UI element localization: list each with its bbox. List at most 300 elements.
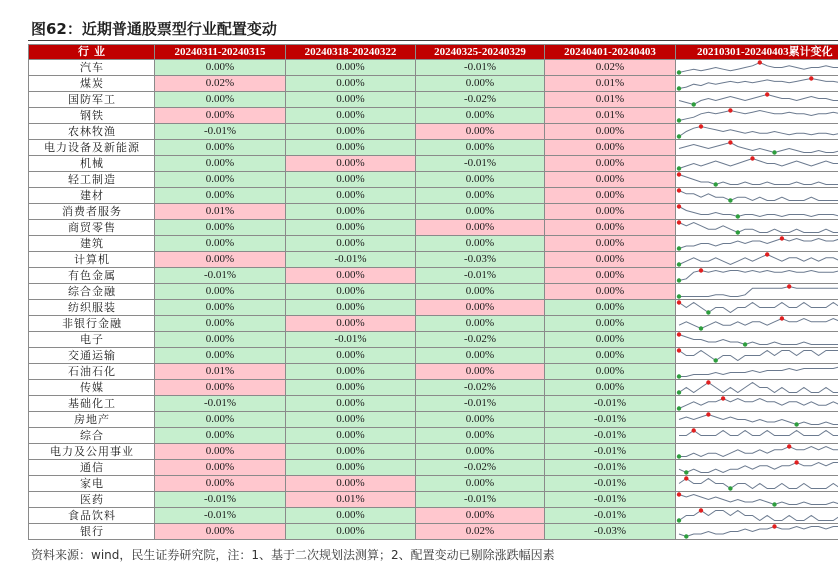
allocation-table [28, 44, 838, 540]
allocation-change-cell: 0.00% [416, 236, 545, 252]
sparkline-line [679, 367, 838, 377]
column-header-week-2: 20240318-20240322 [286, 44, 416, 60]
sparkline-chart [676, 236, 838, 251]
allocation-change-cell: 0.00% [416, 444, 545, 460]
sparkline-max-marker [677, 204, 681, 208]
sparkline-min-marker [692, 102, 696, 106]
sparkline-max-marker [692, 428, 696, 432]
industry-name: 汽车 [28, 60, 155, 76]
allocation-change-cell: 0.00% [286, 156, 416, 172]
cumulative-change-sparkline [676, 108, 838, 124]
allocation-change-cell: 0.00% [416, 76, 545, 92]
allocation-change-cell: 0.00% [286, 524, 416, 540]
allocation-change-cell: -0.01% [545, 492, 676, 508]
sparkline-min-marker [677, 246, 681, 250]
table-row [28, 492, 838, 508]
sparkline-line [679, 239, 838, 249]
sparkline-min-marker [677, 134, 681, 138]
sparkline-chart [676, 300, 838, 315]
industry-name: 计算机 [28, 252, 155, 268]
sparkline-line [679, 191, 838, 201]
allocation-change-cell: 0.00% [155, 476, 286, 492]
allocation-change-cell: -0.01% [416, 60, 545, 76]
sparkline-min-marker [728, 486, 732, 490]
cumulative-change-sparkline [676, 332, 838, 348]
table-row [28, 396, 838, 412]
sparkline-max-marker [699, 124, 703, 128]
allocation-change-cell: 0.00% [155, 156, 286, 172]
sparkline-max-marker [677, 332, 681, 336]
sparkline-min-marker [677, 278, 681, 282]
sparkline-line [679, 223, 838, 233]
allocation-change-cell: 0.00% [416, 300, 545, 316]
sparkline-chart [676, 412, 838, 427]
allocation-change-cell: -0.01% [155, 492, 286, 508]
allocation-change-cell: 0.00% [155, 140, 286, 156]
allocation-change-cell: 0.00% [545, 380, 676, 396]
allocation-change-cell: -0.02% [416, 332, 545, 348]
industry-name: 电力及公用事业 [28, 444, 155, 460]
sparkline-line [679, 527, 838, 537]
allocation-change-cell: 0.00% [416, 316, 545, 332]
allocation-change-cell: 0.00% [545, 252, 676, 268]
sparkline-chart [676, 476, 838, 491]
sparkline-min-marker [677, 294, 681, 298]
allocation-change-cell: 0.00% [286, 76, 416, 92]
allocation-change-cell: 0.00% [545, 172, 676, 188]
sparkline-min-marker [714, 358, 718, 362]
allocation-change-cell: 0.00% [286, 268, 416, 284]
allocation-change-cell: -0.01% [416, 492, 545, 508]
table-row [28, 300, 838, 316]
sparkline-min-marker [684, 470, 688, 474]
allocation-change-cell: 0.00% [155, 252, 286, 268]
sparkline-max-marker [677, 220, 681, 224]
allocation-change-cell: 0.01% [286, 492, 416, 508]
cumulative-change-sparkline [676, 92, 838, 108]
sparkline-max-marker [728, 108, 732, 112]
allocation-change-cell: -0.01% [545, 444, 676, 460]
allocation-change-cell: 0.00% [155, 92, 286, 108]
allocation-change-cell: 0.00% [416, 204, 545, 220]
allocation-change-cell: 0.00% [545, 332, 676, 348]
cumulative-change-sparkline [676, 220, 838, 236]
table-row [28, 60, 838, 76]
allocation-change-cell: 0.00% [545, 140, 676, 156]
cumulative-change-sparkline [676, 412, 838, 428]
cumulative-change-sparkline [676, 444, 838, 460]
table-row [28, 332, 838, 348]
allocation-change-cell: 0.00% [286, 460, 416, 476]
sparkline-max-marker [677, 492, 681, 496]
sparkline-chart [676, 140, 838, 155]
allocation-change-cell: -0.01% [416, 156, 545, 172]
cumulative-change-sparkline [676, 524, 838, 540]
sparkline-max-marker [780, 316, 784, 320]
sparkline-chart [676, 156, 838, 171]
sparkline-min-marker [677, 374, 681, 378]
sparkline-max-marker [765, 92, 769, 96]
industry-name: 石油石化 [28, 364, 155, 380]
cumulative-change-sparkline [676, 236, 838, 252]
sparkline-max-marker [677, 348, 681, 352]
sparkline-chart [676, 332, 838, 347]
sparkline-min-marker [677, 406, 681, 410]
sparkline-line [679, 79, 838, 89]
allocation-change-cell: 0.00% [416, 172, 545, 188]
sparkline-line [679, 447, 838, 457]
allocation-change-cell: -0.02% [416, 92, 545, 108]
table-header-row [28, 44, 838, 60]
allocation-change-cell: 0.00% [545, 348, 676, 364]
industry-name: 轻工制造 [28, 172, 155, 188]
allocation-change-cell: -0.03% [545, 524, 676, 540]
sparkline-min-marker [677, 390, 681, 394]
allocation-change-cell: 0.00% [286, 140, 416, 156]
sparkline-max-marker [677, 188, 681, 192]
sparkline-line [679, 207, 838, 217]
table-row [28, 236, 838, 252]
cumulative-change-sparkline [676, 508, 838, 524]
allocation-change-cell: 0.00% [416, 108, 545, 124]
sparkline-chart [676, 428, 838, 443]
sparkline-chart [676, 124, 838, 139]
sparkline-chart [676, 188, 838, 203]
industry-name: 纺织服装 [28, 300, 155, 316]
cumulative-change-sparkline [676, 188, 838, 204]
table-row [28, 188, 838, 204]
sparkline-line [679, 383, 838, 393]
industry-name: 家电 [28, 476, 155, 492]
sparkline-chart [676, 492, 838, 507]
sparkline-line [679, 511, 838, 521]
allocation-change-cell: 0.00% [155, 444, 286, 460]
industry-name: 银行 [28, 524, 155, 540]
allocation-change-cell: 0.01% [155, 364, 286, 380]
industry-name: 综合 [28, 428, 155, 444]
table-row [28, 444, 838, 460]
allocation-change-cell: 0.00% [155, 108, 286, 124]
cumulative-change-sparkline [676, 364, 838, 380]
cumulative-change-sparkline [676, 300, 838, 316]
sparkline-chart [676, 92, 838, 107]
sparkline-line [679, 159, 838, 169]
table-row [28, 92, 838, 108]
industry-name: 煤炭 [28, 76, 155, 92]
table-row [28, 156, 838, 172]
allocation-change-cell: -0.01% [545, 508, 676, 524]
cumulative-change-sparkline [676, 348, 838, 364]
allocation-change-cell: 0.00% [155, 348, 286, 364]
cumulative-change-sparkline [676, 140, 838, 156]
industry-name: 建筑 [28, 236, 155, 252]
allocation-change-cell: 0.00% [155, 172, 286, 188]
sparkline-max-marker [772, 524, 776, 528]
sparkline-max-marker [794, 460, 798, 464]
industry-name: 有色金属 [28, 268, 155, 284]
allocation-change-cell: 0.00% [416, 412, 545, 428]
sparkline-line [679, 479, 838, 489]
allocation-change-cell: 0.00% [155, 412, 286, 428]
allocation-change-cell: 0.00% [155, 524, 286, 540]
sparkline-max-marker [684, 476, 688, 480]
allocation-change-cell: 0.00% [155, 460, 286, 476]
sparkline-min-marker [677, 454, 681, 458]
allocation-change-cell: -0.01% [155, 396, 286, 412]
sparkline-min-marker [677, 518, 681, 522]
sparkline-max-marker [765, 252, 769, 256]
allocation-change-cell: -0.02% [416, 380, 545, 396]
sparkline-min-marker [736, 214, 740, 218]
sparkline-max-marker [721, 396, 725, 400]
industry-name: 电力设备及新能源 [28, 140, 155, 156]
allocation-change-cell: 0.00% [155, 332, 286, 348]
allocation-change-cell: 0.00% [545, 188, 676, 204]
cumulative-change-sparkline [676, 396, 838, 412]
sparkline-line [679, 351, 838, 361]
table-row [28, 412, 838, 428]
sparkline-line [679, 255, 838, 265]
sparkline-line [679, 335, 838, 345]
allocation-change-cell: 0.00% [286, 412, 416, 428]
cumulative-change-sparkline [676, 428, 838, 444]
cumulative-change-sparkline [676, 476, 838, 492]
allocation-change-cell: 0.00% [286, 348, 416, 364]
sparkline-chart [676, 252, 838, 267]
table-row [28, 172, 838, 188]
sparkline-max-marker [706, 380, 710, 384]
sparkline-line [679, 415, 838, 425]
allocation-change-cell: 0.00% [286, 188, 416, 204]
allocation-change-cell: 0.00% [416, 348, 545, 364]
sparkline-min-marker [677, 166, 681, 170]
sparkline-max-marker [699, 508, 703, 512]
cumulative-change-sparkline [676, 268, 838, 284]
sparkline-chart [676, 204, 838, 219]
sparkline-chart [676, 316, 838, 331]
allocation-change-cell: 0.00% [155, 60, 286, 76]
table-body [28, 60, 838, 540]
table-row [28, 220, 838, 236]
allocation-change-cell: 0.00% [155, 428, 286, 444]
allocation-change-cell: 0.00% [286, 300, 416, 316]
industry-name: 电子 [28, 332, 155, 348]
table-row [28, 508, 838, 524]
industry-name: 综合金融 [28, 284, 155, 300]
allocation-change-cell: -0.01% [155, 508, 286, 524]
sparkline-chart [676, 284, 838, 299]
cumulative-change-sparkline [676, 460, 838, 476]
sparkline-min-marker [736, 230, 740, 234]
allocation-change-cell: 0.01% [545, 76, 676, 92]
cumulative-change-sparkline [676, 172, 838, 188]
allocation-change-cell: -0.01% [545, 476, 676, 492]
sparkline-max-marker [787, 444, 791, 448]
table-row [28, 284, 838, 300]
column-header-week-3: 20240325-20240329 [416, 44, 545, 60]
allocation-change-cell: 0.01% [545, 92, 676, 108]
title-underline [28, 40, 838, 41]
allocation-change-cell: 0.00% [545, 220, 676, 236]
industry-name: 农林牧渔 [28, 124, 155, 140]
allocation-change-cell: 0.00% [545, 364, 676, 380]
sparkline-max-marker [758, 60, 762, 64]
sparkline-min-marker [684, 534, 688, 538]
sparkline-line [679, 495, 838, 505]
sparkline-min-marker [772, 150, 776, 154]
cumulative-change-sparkline [676, 204, 838, 220]
allocation-change-cell: 0.00% [155, 380, 286, 396]
allocation-change-cell: 0.00% [286, 92, 416, 108]
allocation-change-cell: -0.01% [545, 428, 676, 444]
allocation-change-cell: -0.01% [416, 396, 545, 412]
sparkline-max-marker [728, 140, 732, 144]
industry-name: 建材 [28, 188, 155, 204]
allocation-change-cell: 0.02% [545, 60, 676, 76]
allocation-change-cell: 0.00% [155, 316, 286, 332]
allocation-change-cell: 0.00% [286, 428, 416, 444]
allocation-change-cell: 0.00% [286, 380, 416, 396]
sparkline-min-marker [706, 310, 710, 314]
allocation-change-cell: 0.00% [545, 300, 676, 316]
sparkline-min-marker [772, 502, 776, 506]
sparkline-max-marker [677, 300, 681, 304]
cumulative-change-sparkline [676, 76, 838, 92]
sparkline-line [679, 175, 838, 185]
allocation-change-cell: 0.00% [286, 316, 416, 332]
cumulative-change-sparkline [676, 316, 838, 332]
allocation-change-cell: 0.00% [286, 396, 416, 412]
allocation-change-cell: 0.00% [545, 316, 676, 332]
sparkline-line [679, 143, 838, 153]
column-header-cumulative: 20210301-20240403累计变化 [676, 44, 838, 60]
source-note: 资料来源：wind，民生证券研究院，注：1、基于二次规划法测算；2、配置变动已剔除涨跌幅因素 [31, 548, 555, 562]
allocation-change-cell: -0.01% [286, 332, 416, 348]
industry-name: 交通运输 [28, 348, 155, 364]
sparkline-line [679, 399, 838, 409]
sparkline-line [679, 431, 838, 441]
sparkline-line [679, 95, 838, 105]
allocation-change-cell: -0.01% [286, 252, 416, 268]
sparkline-min-marker [728, 198, 732, 202]
allocation-change-cell: -0.01% [155, 124, 286, 140]
allocation-change-cell: 0.00% [155, 188, 286, 204]
sparkline-min-marker [677, 70, 681, 74]
industry-name: 国防军工 [28, 92, 155, 108]
cumulative-change-sparkline [676, 252, 838, 268]
allocation-change-cell: 0.00% [155, 300, 286, 316]
allocation-change-cell: -0.01% [545, 396, 676, 412]
industry-name: 商贸零售 [28, 220, 155, 236]
sparkline-max-marker [780, 236, 784, 240]
allocation-change-cell: -0.03% [416, 252, 545, 268]
industry-name: 钢铁 [28, 108, 155, 124]
cumulative-change-sparkline [676, 284, 838, 300]
allocation-change-cell: 0.00% [286, 108, 416, 124]
table-row [28, 380, 838, 396]
column-header-industry: 行业 [28, 44, 155, 60]
allocation-change-cell: 0.00% [155, 236, 286, 252]
sparkline-min-marker [743, 342, 747, 346]
allocation-change-cell: -0.02% [416, 460, 545, 476]
figure-title: 图62：近期普通股票型行业配置变动 [31, 20, 277, 38]
allocation-change-cell: 0.00% [286, 204, 416, 220]
allocation-change-cell: 0.00% [286, 508, 416, 524]
table-row [28, 252, 838, 268]
table-row [28, 348, 838, 364]
sparkline-chart [676, 364, 838, 379]
table-row [28, 524, 838, 540]
sparkline-min-marker [677, 262, 681, 266]
allocation-change-cell: 0.00% [286, 220, 416, 236]
column-header-week-1: 20240311-20240315 [155, 44, 286, 60]
sparkline-line [679, 127, 838, 137]
industry-name: 医药 [28, 492, 155, 508]
sparkline-chart [676, 220, 838, 235]
sparkline-chart [676, 348, 838, 363]
sparkline-min-marker [677, 86, 681, 90]
cumulative-change-sparkline [676, 492, 838, 508]
allocation-change-cell: 0.00% [416, 284, 545, 300]
allocation-change-cell: 0.00% [416, 508, 545, 524]
sparkline-chart [676, 108, 838, 123]
allocation-change-cell: 0.00% [286, 124, 416, 140]
cumulative-change-sparkline [676, 124, 838, 140]
allocation-change-cell: 0.00% [286, 444, 416, 460]
cumulative-change-sparkline [676, 60, 838, 76]
allocation-change-cell: 0.00% [286, 172, 416, 188]
industry-name: 通信 [28, 460, 155, 476]
sparkline-min-marker [714, 182, 718, 186]
sparkline-max-marker [787, 284, 791, 288]
industry-name: 食品饮料 [28, 508, 155, 524]
sparkline-chart [676, 444, 838, 459]
allocation-change-cell: 0.00% [545, 268, 676, 284]
sparkline-max-marker [699, 268, 703, 272]
table-row [28, 460, 838, 476]
industry-name: 机械 [28, 156, 155, 172]
allocation-change-cell: -0.01% [545, 412, 676, 428]
allocation-change-cell: 0.00% [416, 124, 545, 140]
table-row [28, 476, 838, 492]
sparkline-line [679, 463, 838, 473]
table-row [28, 428, 838, 444]
sparkline-chart [676, 268, 838, 283]
industry-name: 传媒 [28, 380, 155, 396]
sparkline-max-marker [809, 76, 813, 80]
allocation-change-cell: 0.00% [286, 236, 416, 252]
cumulative-change-sparkline [676, 156, 838, 172]
allocation-change-cell: 0.02% [416, 524, 545, 540]
allocation-change-cell: 0.00% [416, 476, 545, 492]
industry-name: 房地产 [28, 412, 155, 428]
allocation-change-cell: 0.00% [286, 476, 416, 492]
sparkline-max-marker [706, 412, 710, 416]
table-row [28, 140, 838, 156]
sparkline-min-marker [677, 118, 681, 122]
sparkline-chart [676, 380, 838, 395]
allocation-change-cell: -0.01% [155, 268, 286, 284]
sparkline-chart [676, 396, 838, 411]
sparkline-line [679, 319, 838, 329]
sparkline-line [679, 111, 838, 121]
allocation-change-cell: 0.00% [545, 204, 676, 220]
sparkline-line [679, 287, 838, 297]
industry-name: 非银行金融 [28, 316, 155, 332]
allocation-change-cell: 0.00% [545, 124, 676, 140]
allocation-change-cell: -0.01% [545, 460, 676, 476]
sparkline-line [679, 271, 838, 281]
